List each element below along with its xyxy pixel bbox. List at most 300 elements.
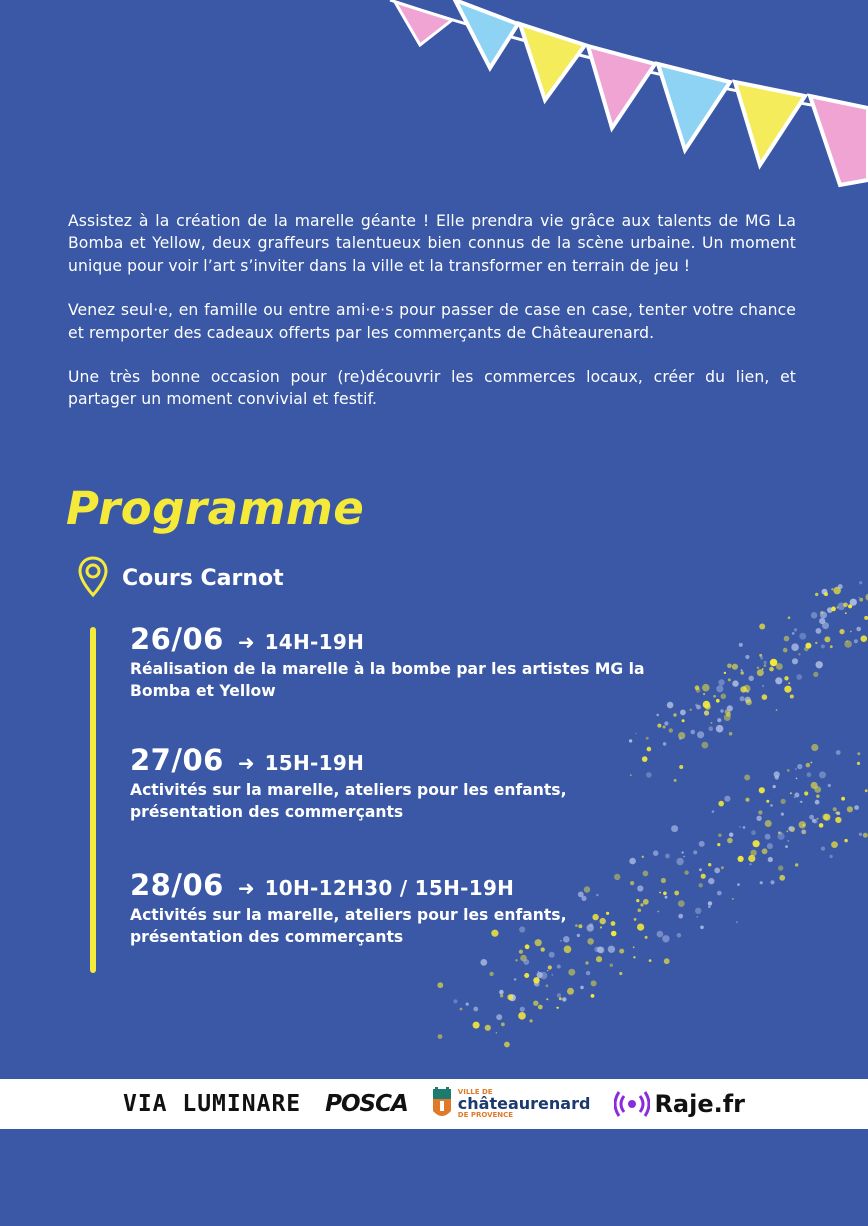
sparkle-dot bbox=[562, 997, 566, 1001]
sparkle-dot bbox=[820, 612, 827, 619]
sparkle-dot bbox=[760, 881, 763, 884]
sparkle-dot bbox=[792, 632, 795, 635]
sparkle-dot bbox=[794, 797, 796, 799]
sparkle-dot bbox=[717, 843, 720, 846]
sparkle-dot bbox=[824, 592, 828, 596]
sparkle-dot bbox=[796, 674, 802, 680]
sparkle-dot bbox=[850, 599, 857, 606]
sparkle-dot bbox=[704, 710, 709, 715]
sparkle-dot bbox=[765, 820, 772, 827]
event-3 bbox=[130, 868, 690, 948]
sparkle-dot bbox=[696, 688, 701, 693]
sparkle-dot bbox=[764, 664, 767, 667]
sparkle-dot bbox=[792, 658, 798, 664]
sparkle-dot bbox=[815, 642, 817, 644]
sparkle-dot bbox=[466, 1003, 469, 1006]
sparkle-dot bbox=[438, 1034, 443, 1039]
sparkle-dot bbox=[806, 763, 811, 768]
sparkle-dot bbox=[496, 1014, 502, 1020]
sparkle-dot bbox=[714, 868, 720, 874]
sparkle-dot bbox=[736, 921, 738, 923]
sparkle-dot bbox=[799, 821, 806, 828]
event-time: 14H-19H bbox=[264, 630, 365, 654]
sparkle-dot bbox=[804, 647, 809, 652]
sparkle-dot bbox=[798, 653, 800, 655]
sparkle-dot bbox=[773, 785, 776, 788]
sparkle-dot bbox=[767, 843, 773, 849]
sparkle-dot bbox=[811, 744, 818, 751]
sparkle-dot bbox=[437, 982, 443, 988]
sparkle-dot bbox=[679, 737, 682, 740]
sparkle-dot bbox=[489, 972, 493, 976]
sparkle-dot bbox=[775, 775, 779, 779]
sparkle-dot bbox=[538, 1005, 543, 1010]
sparkle-dot bbox=[523, 959, 529, 965]
sparkle-dot bbox=[671, 825, 678, 832]
sparkle-dot bbox=[759, 787, 765, 793]
sparkle-dot bbox=[807, 772, 812, 777]
sparkle-dot bbox=[865, 789, 868, 792]
sparkle-dot bbox=[557, 965, 561, 969]
sparkle-dot bbox=[861, 635, 868, 642]
sparkle-dot bbox=[695, 685, 700, 690]
sparkle-dot bbox=[708, 905, 711, 908]
sparkle-dot bbox=[500, 994, 503, 997]
sparkle-dot bbox=[803, 824, 805, 826]
sparkle-dot bbox=[788, 682, 790, 684]
sparkle-dot bbox=[530, 1019, 533, 1022]
sparkle-dot bbox=[858, 597, 860, 599]
sparkle-dot bbox=[822, 814, 828, 820]
sparkle-dot bbox=[813, 819, 818, 824]
sparkle-dot bbox=[856, 627, 861, 632]
sparkle-dot bbox=[797, 764, 802, 769]
sparkle-dot bbox=[741, 686, 747, 692]
sparkle-dot bbox=[514, 978, 517, 981]
sparkle-dot bbox=[819, 618, 825, 624]
sparkle-dot bbox=[819, 823, 824, 828]
sparkle-dot bbox=[802, 830, 807, 835]
sparkle-dot bbox=[846, 641, 848, 643]
sparkle-dot bbox=[695, 704, 698, 707]
arrow-right-icon: ➜ bbox=[237, 630, 255, 654]
sparkle-dot bbox=[750, 850, 756, 856]
sparkle-dot bbox=[790, 792, 792, 794]
sparkle-dot bbox=[703, 701, 710, 708]
sparkle-dot bbox=[683, 856, 685, 858]
sparkle-dot bbox=[787, 840, 789, 842]
sparkle-dot bbox=[721, 866, 724, 869]
sparkle-dot bbox=[702, 684, 710, 692]
sparkle-dot bbox=[757, 669, 764, 676]
sparkle-dot bbox=[763, 661, 766, 664]
sparkle-dot bbox=[711, 722, 713, 724]
sparkle-dot bbox=[804, 791, 808, 795]
sparkle-dot bbox=[667, 702, 674, 709]
sparkle-dot bbox=[699, 841, 705, 847]
sparkle-dot bbox=[509, 994, 516, 1001]
sparkle-dot bbox=[790, 695, 794, 699]
sparkle-dot bbox=[619, 949, 624, 954]
sparkle-dot bbox=[788, 616, 791, 619]
sparkle-dot bbox=[629, 858, 636, 865]
sparkle-dot bbox=[743, 826, 746, 829]
event-description: Activités sur la marelle, ateliers pour les enfants, présentation des commerçants bbox=[130, 781, 567, 821]
event-time: 10H-12H30 / 15H-19H bbox=[264, 876, 515, 900]
ville-name: châteaurenard bbox=[457, 1094, 591, 1113]
sparkle-dot bbox=[837, 606, 839, 608]
sparkle-dot bbox=[696, 705, 701, 710]
sparkle-dot bbox=[812, 819, 816, 823]
sparkle-dot bbox=[507, 994, 513, 1000]
sparkle-dot bbox=[857, 752, 860, 755]
sparkle-dot bbox=[682, 851, 684, 853]
sparkle-dot bbox=[830, 645, 833, 648]
sparkle-dot bbox=[749, 676, 754, 681]
sparkle-dot bbox=[770, 880, 774, 884]
sparkle-dot bbox=[784, 636, 790, 642]
sparkle-dot bbox=[727, 664, 732, 669]
sparkle-dot bbox=[834, 587, 841, 594]
event-date: 27/06 bbox=[130, 743, 224, 777]
sparkle-dot bbox=[568, 969, 575, 976]
event-2 bbox=[130, 743, 690, 823]
sparkle-dot bbox=[814, 786, 821, 793]
sparkle-dot bbox=[831, 588, 833, 590]
sparkle-dot bbox=[504, 1042, 510, 1048]
sparkle-dot bbox=[533, 977, 539, 983]
posca-logo: POSCA bbox=[325, 1091, 408, 1117]
sparkle-dot bbox=[738, 856, 744, 862]
sparkle-dot bbox=[716, 685, 723, 692]
sparkle-dot bbox=[699, 868, 702, 871]
sparkle-dot bbox=[816, 628, 822, 634]
sparkle-dot bbox=[811, 782, 818, 789]
sparkle-dot bbox=[716, 699, 720, 703]
sparkle-dot bbox=[791, 643, 799, 651]
sparkle-dot bbox=[720, 709, 723, 712]
sparkle-dot bbox=[794, 793, 799, 798]
sparkle-dot bbox=[678, 732, 685, 739]
sparkle-dot bbox=[748, 855, 755, 862]
sparkle-dot bbox=[635, 733, 637, 735]
sparkle-dot bbox=[774, 771, 780, 777]
via-luminare-logo: VIA LUMINARE bbox=[122, 1091, 302, 1117]
sparkle-dot bbox=[732, 664, 738, 670]
sparkle-dot bbox=[718, 679, 724, 685]
sparkle-dot bbox=[816, 661, 823, 668]
sparkle-dot bbox=[693, 850, 697, 854]
sparkle-dot bbox=[721, 694, 727, 700]
sparkle-dot bbox=[556, 1007, 558, 1009]
sparkle-dot bbox=[833, 587, 841, 595]
sparkle-dot bbox=[656, 714, 659, 717]
sparkle-dot bbox=[770, 659, 778, 667]
sparkle-dot bbox=[585, 961, 588, 964]
city-crest-icon bbox=[432, 1087, 452, 1121]
event-date: 26/06 bbox=[130, 622, 224, 656]
event-date: 28/06 bbox=[130, 868, 224, 902]
sparkle-dot bbox=[664, 958, 670, 964]
intro-paragraph-1: Assistez à la création de la marelle géante ! Elle prendra vie grâce aux talents de MG La Bomba et Yellow, deux graffeurs talentueux bien connus de la scène urbaine. Un moment unique pour voir l’art s’inviter dans la ville et la transformer en terrain de jeu ! bbox=[68, 212, 796, 275]
sparkle-dot bbox=[787, 769, 790, 772]
sparkle-dot bbox=[518, 1012, 526, 1020]
sparkle-dot bbox=[746, 699, 752, 705]
sparkle-dot bbox=[749, 863, 751, 865]
sparkle-dot bbox=[786, 831, 788, 833]
sparkle-dot bbox=[776, 663, 783, 670]
sparkle-dot bbox=[673, 713, 676, 716]
sparkle-dot bbox=[854, 805, 859, 810]
sparkle-dot bbox=[480, 959, 487, 966]
programme-title: Programme bbox=[66, 482, 365, 535]
sparkle-dot bbox=[524, 973, 529, 978]
sparkle-dot bbox=[859, 581, 862, 584]
sparkle-dot bbox=[702, 742, 709, 749]
arrow-right-icon: ➜ bbox=[237, 876, 255, 900]
sparkle-dot bbox=[762, 685, 764, 687]
sparkle-dot bbox=[778, 832, 780, 834]
sparkle-dot bbox=[580, 986, 584, 990]
sparkle-dot bbox=[824, 636, 830, 642]
sparkle-dot bbox=[847, 806, 853, 812]
sparkle-dot bbox=[848, 604, 852, 608]
sparkle-dot bbox=[705, 704, 711, 710]
sparkle-dot bbox=[548, 965, 552, 969]
sparkle-dot bbox=[823, 814, 830, 821]
sparkle-dot bbox=[653, 850, 659, 856]
sparkle-dot bbox=[864, 616, 868, 620]
sparkle-dot bbox=[657, 724, 661, 728]
sparkle-dot bbox=[724, 796, 730, 802]
sparkle-dot bbox=[857, 762, 860, 765]
sparkle-dot bbox=[831, 607, 836, 612]
sparkle-dot bbox=[815, 800, 820, 805]
sparkle-dot bbox=[762, 668, 764, 670]
sparkle-dot bbox=[697, 916, 699, 918]
sparkle-dot bbox=[729, 732, 733, 736]
sparkle-dot bbox=[708, 863, 711, 866]
sparkle-dot bbox=[591, 994, 595, 998]
sparkle-dot bbox=[669, 728, 673, 732]
sparkle-dot bbox=[728, 678, 731, 681]
sparkle-dot bbox=[743, 685, 750, 692]
sparkle-dot bbox=[718, 801, 724, 807]
sparkle-dot bbox=[557, 1007, 559, 1009]
sparkle-dot bbox=[831, 841, 838, 848]
sparkle-dot bbox=[732, 680, 738, 686]
sparkle-dot bbox=[778, 833, 785, 840]
sparkle-dot bbox=[547, 970, 549, 972]
sparkle-dot bbox=[540, 972, 547, 979]
sparkle-dot bbox=[535, 981, 540, 986]
intro-text bbox=[68, 210, 796, 433]
sparkle-dot bbox=[789, 826, 795, 832]
sparkle-dot bbox=[713, 695, 716, 698]
intro-paragraph-3: Une très bonne occasion pour (re)découvrir les commerces locaux, créer du lien, et partager un moment convivial et festif. bbox=[68, 368, 796, 409]
sparkle-dot bbox=[745, 697, 751, 703]
sparkle-dot bbox=[741, 671, 744, 674]
sparkle-dot bbox=[813, 672, 818, 677]
location-label: Cours Carnot bbox=[122, 565, 284, 591]
sparkle-dot bbox=[737, 883, 740, 886]
sparkle-dot bbox=[664, 721, 668, 725]
event-description: Activités sur la marelle, ateliers pour les enfants, présentation des commerçants bbox=[130, 906, 567, 946]
sparkle-dot bbox=[827, 607, 833, 613]
sparkle-dot bbox=[586, 971, 590, 975]
sparkle-dot bbox=[745, 798, 749, 802]
intro-paragraph-2: Venez seul·e, en famille ou entre ami·e·s pour passer de case en case, tenter votre chance et remporter des cadeaux offerts par les commerçants de Châteaurenard. bbox=[68, 301, 796, 342]
sparkle-dot bbox=[704, 711, 709, 716]
raje-logo bbox=[614, 1089, 745, 1119]
sparkle-dot bbox=[665, 854, 670, 859]
sparkle-dot bbox=[776, 709, 778, 711]
sparkle-dot bbox=[760, 657, 763, 660]
sparkle-dot bbox=[717, 891, 722, 896]
sparkle-dot bbox=[838, 603, 846, 611]
raje-label: Raje.fr bbox=[654, 1090, 746, 1118]
sparkle-dot bbox=[821, 847, 825, 851]
sparkle-dot bbox=[778, 865, 783, 870]
sparkle-dot bbox=[836, 817, 842, 823]
sparkle-dot bbox=[770, 804, 773, 807]
ville-sub-label: DE PROVENCE bbox=[457, 1111, 514, 1119]
sparkle-dot bbox=[610, 964, 613, 967]
sparkle-dot bbox=[795, 863, 798, 866]
sparkle-dot bbox=[596, 956, 602, 962]
sparkle-dot bbox=[811, 762, 813, 764]
sparkle-dot bbox=[809, 815, 814, 820]
sparkle-dot bbox=[821, 644, 825, 648]
sparkle-dot bbox=[485, 1025, 491, 1031]
sparkle-dot bbox=[751, 830, 756, 835]
sparkle-dot bbox=[779, 875, 785, 881]
sparkle-dot bbox=[591, 980, 597, 986]
ville-de-label: VILLE DE bbox=[457, 1088, 493, 1096]
sparkle-dot bbox=[695, 908, 701, 914]
sparkle-dot bbox=[740, 696, 745, 701]
sparkle-dot bbox=[819, 771, 826, 778]
sparkle-dot bbox=[741, 669, 743, 671]
sparkle-dot bbox=[501, 1023, 505, 1027]
sparkle-dot bbox=[805, 643, 811, 649]
sparkle-dot bbox=[642, 856, 644, 858]
sparkle-dot bbox=[759, 624, 765, 630]
sparkle-dot bbox=[546, 998, 548, 1000]
bunting-decoration bbox=[0, 0, 868, 200]
sparkle-dot bbox=[817, 818, 819, 820]
radio-waves-icon bbox=[614, 1089, 650, 1119]
sparkle-dot bbox=[551, 974, 553, 976]
sparkle-dot bbox=[649, 959, 652, 962]
sparkle-dot bbox=[845, 612, 847, 614]
timeline-bar bbox=[90, 627, 96, 973]
sparkle-dot bbox=[727, 705, 733, 711]
sparkle-dot bbox=[759, 654, 762, 657]
sparkle-dot bbox=[709, 726, 714, 731]
sparkle-dot bbox=[766, 800, 769, 803]
sparkle-dot bbox=[762, 694, 768, 700]
event-time: 15H-19H bbox=[264, 751, 365, 775]
sparkle-dot bbox=[801, 830, 805, 834]
sparkle-dot bbox=[546, 984, 549, 987]
sparkle-dot bbox=[836, 750, 841, 755]
sparkle-dot bbox=[863, 833, 868, 838]
sparkle-dot bbox=[744, 775, 750, 781]
sparkle-dot bbox=[833, 807, 837, 811]
sparkle-dot bbox=[727, 838, 733, 844]
sparkle-dot bbox=[854, 639, 858, 643]
sparkle-dot bbox=[784, 686, 791, 693]
partner-logos-bar bbox=[0, 1079, 868, 1129]
location bbox=[78, 556, 284, 598]
sparkle-dot bbox=[794, 628, 797, 631]
sparkle-dot bbox=[717, 718, 721, 722]
sparkle-dot bbox=[682, 719, 685, 722]
sparkle-dot bbox=[762, 848, 768, 854]
sparkle-dot bbox=[837, 812, 841, 816]
sparkle-dot bbox=[520, 1007, 525, 1012]
sparkle-dot bbox=[515, 959, 517, 961]
sparkle-dot bbox=[835, 817, 841, 823]
sparkle-dot bbox=[557, 993, 561, 997]
sparkle-dot bbox=[701, 874, 706, 879]
sparkle-dot bbox=[697, 731, 704, 738]
sparkle-dot bbox=[633, 956, 635, 958]
sparkle-dot bbox=[745, 655, 749, 659]
sparkle-dot bbox=[520, 955, 527, 962]
event-description: Réalisation de la marelle à la bombe par les artistes MG la Bomba et Yellow bbox=[130, 660, 645, 700]
sparkle-dot bbox=[785, 845, 788, 848]
sparkle-dot bbox=[815, 593, 818, 596]
sparkle-dot bbox=[768, 857, 773, 862]
sparkle-dot bbox=[844, 640, 852, 648]
sparkle-dot bbox=[784, 676, 788, 680]
sparkle-dot bbox=[708, 901, 712, 905]
sparkle-dot bbox=[703, 693, 705, 695]
map-pin-icon bbox=[78, 556, 108, 598]
sparkle-dot bbox=[796, 778, 798, 780]
sparkle-dot bbox=[726, 712, 731, 717]
sparkle-dot bbox=[859, 598, 863, 602]
sparkle-dot bbox=[843, 603, 848, 608]
sparkle-dot bbox=[757, 667, 759, 669]
sparkle-dot bbox=[473, 1022, 480, 1029]
sparkle-dot bbox=[769, 667, 774, 672]
sparkle-dot bbox=[473, 1007, 478, 1012]
sparkle-dot bbox=[718, 834, 721, 837]
arrow-right-icon: ➜ bbox=[237, 751, 255, 775]
sparkle-dot bbox=[519, 950, 523, 954]
sparkle-dot bbox=[781, 813, 784, 816]
sparkle-dot bbox=[699, 883, 703, 887]
sparkle-dot bbox=[859, 833, 862, 836]
sparkle-dot bbox=[844, 839, 847, 842]
sparkle-dot bbox=[783, 648, 788, 653]
sparkle-dot bbox=[725, 709, 731, 715]
sparkle-dot bbox=[756, 816, 761, 821]
sparkle-dot bbox=[724, 672, 726, 674]
sparkle-dot bbox=[739, 643, 743, 647]
sparkle-dot bbox=[765, 834, 771, 840]
event-1 bbox=[130, 622, 690, 702]
sparkle-dot bbox=[800, 801, 802, 803]
sparkle-dot bbox=[800, 801, 802, 803]
sparkle-dot bbox=[708, 878, 714, 884]
sparkle-dot bbox=[839, 629, 844, 634]
sparkle-dot bbox=[533, 1001, 538, 1006]
sparkle-dot bbox=[537, 972, 543, 978]
